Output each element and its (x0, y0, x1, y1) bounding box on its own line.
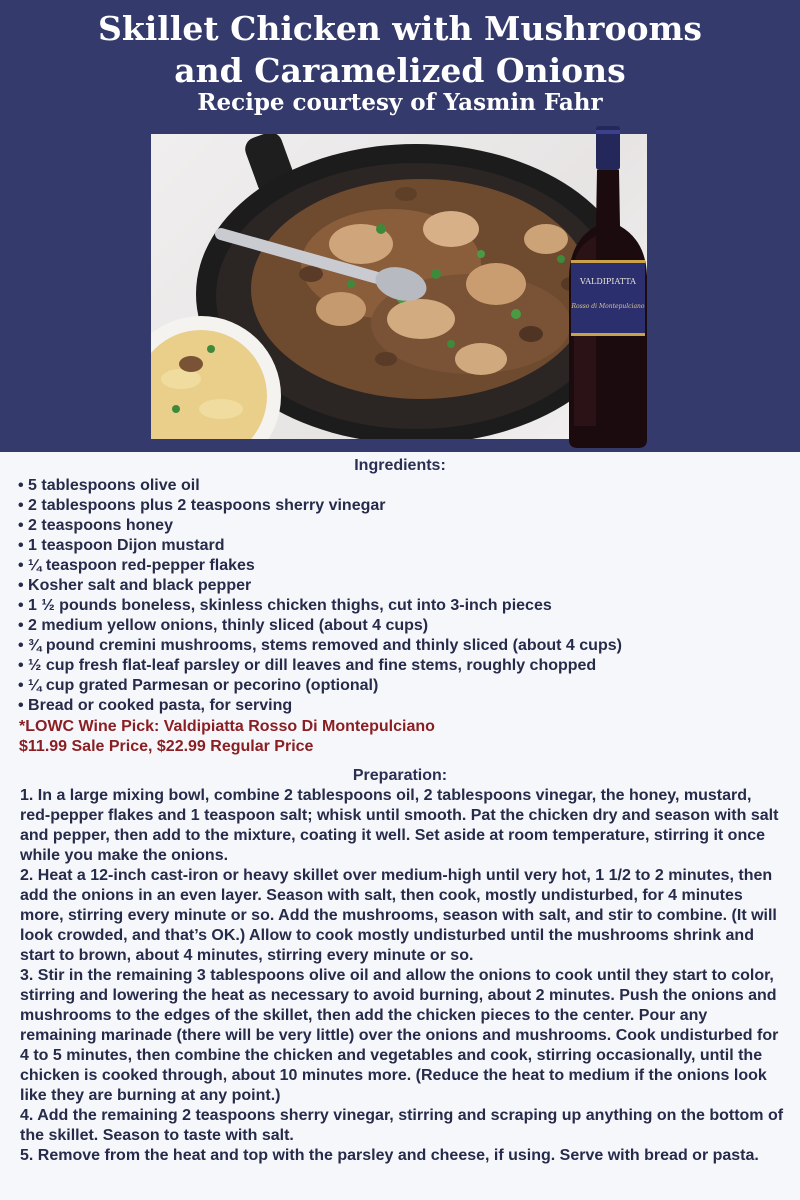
ingredient-item: • ¾ pound cremini mushrooms, stems removed and thinly sliced (about 4 cups) (18, 637, 622, 654)
recipe-title (0, 8, 800, 92)
recipe-credit: Recipe courtesy of Yasmin Fahr (197, 89, 603, 116)
bottle-brand-label: VALDIPIATTA (580, 277, 636, 286)
wine-bottle-image (566, 126, 650, 450)
ingredient-item: • ¼ cup grated Parmesan or pecorino (optional) (18, 677, 379, 694)
recipe-header (0, 0, 800, 452)
bottle-wine-label: Rosso di Montepulciano (571, 303, 645, 310)
ingredients-list (0, 476, 800, 716)
ingredient-item: • ½ cup fresh flat-leaf parsley or dill leaves and fine stems, roughly chopped (18, 657, 597, 674)
ingredient-item: • 1 teaspoon Dijon mustard (18, 537, 225, 554)
ingredients-heading: Ingredients: (354, 457, 446, 474)
title-line-1: Skillet Chicken with Mushrooms (98, 9, 702, 48)
preparation-heading: Preparation: (352, 767, 448, 784)
ingredient-item: • 2 teaspoons honey (18, 517, 173, 534)
ingredient-item: • Kosher salt and black pepper (18, 577, 252, 594)
preparation-step: 2. Heat a 12-inch cast-iron or heavy skillet over medium-high until very hot, 1 1/2 to 2 minutes, then add the onions in an even layer. Season with salt, then cook, mostly undisturbed, for 4 minutes more, stirring every minute or so. Add the mushrooms, season with salt, and stir to combine. (It will look crowded, and that’s OK.) Allow to cook mostly undisturbed until the mushrooms shrink and start to brown, about 4 minutes, stirring every minute or so. (20, 867, 777, 964)
wine-pick (0, 717, 800, 757)
recipe-body (0, 452, 800, 1200)
title-line-2: and Caramelized Onions (174, 51, 626, 90)
ingredient-item: • 2 medium yellow onions, thinly sliced (about 4 cups) (18, 617, 429, 634)
preparation-step: 5. Remove from the heat and top with the parsley and cheese, if using. Serve with bread or pasta. (20, 1147, 759, 1164)
ingredient-item: • 2 tablespoons plus 2 teaspoons sherry vinegar (18, 497, 386, 514)
ingredient-item: • Bread or cooked pasta, for serving (18, 697, 293, 714)
preparation-step: 1. In a large mixing bowl, combine 2 tablespoons oil, 2 tablespoons vinegar, the honey, mustard, red-pepper flakes and 1 teaspoon salt; whisk until smooth. Pat the chicken dry and season with salt and pepper, then add to the mixture, coating it well. Set aside at room temperature, stirring it once while you make the onions. (20, 787, 779, 864)
preparation-step: 4. Add the remaining 2 teaspoons sherry vinegar, stirring and scraping up anything on the bottom of the skillet. Season to taste with salt. (20, 1107, 784, 1144)
preparation-step: 3. Stir in the remaining 3 tablespoons olive oil and allow the onions to cook until they start to color, stirring and lowering the heat as necessary to avoid burning, about 2 minutes. Push the onions and mushrooms to the edges of the skillet, then add the chicken pieces to the center. Pour any remaining marinade (there will be very little) over the onions and mushrooms. Cook undisturbed for 4 to 5 minutes, then combine the chicken and vegetables and cook, stirring occasionally, until the chicken is cooked through, about 10 minutes more. (Reduce the heat to medium if the onions look like they are burning at any point.) (20, 967, 779, 1104)
ingredient-item: • ¼ teaspoon red-pepper flakes (18, 557, 255, 574)
ingredient-item: • 1 ½ pounds boneless, skinless chicken thighs, cut into 3-inch pieces (18, 597, 552, 614)
preparation-steps (0, 786, 800, 1166)
wine-pick-name: *LOWC Wine Pick: Valdipiatta Rosso Di Montepulciano (19, 718, 435, 735)
ingredient-item: • 5 tablespoons olive oil (18, 477, 200, 494)
wine-pick-price: $11.99 Sale Price, $22.99 Regular Price (19, 738, 314, 755)
